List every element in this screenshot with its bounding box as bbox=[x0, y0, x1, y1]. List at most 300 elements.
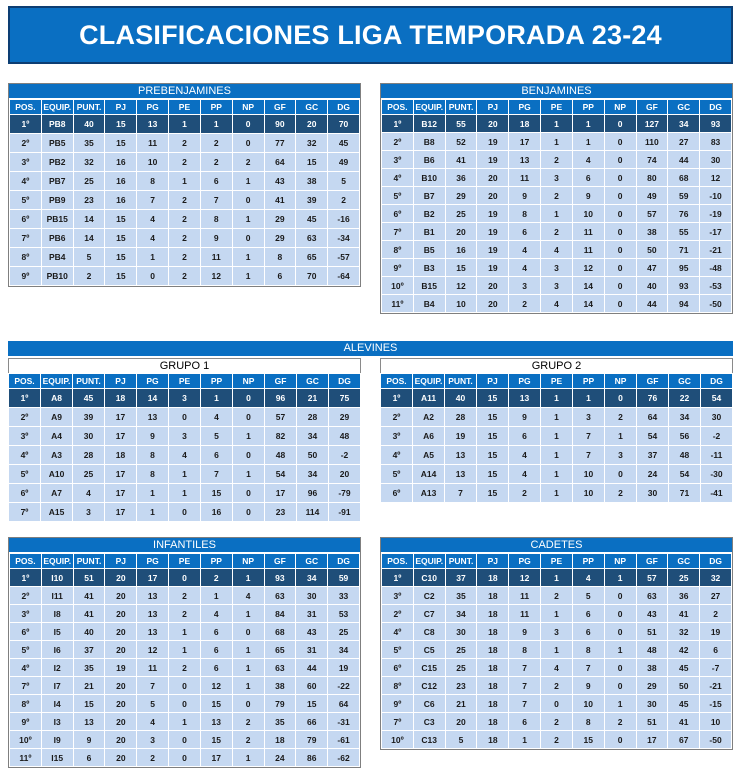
table-cell: 9 bbox=[509, 187, 541, 205]
table-cell: 20 bbox=[105, 713, 137, 731]
table-cell: 70 bbox=[328, 115, 360, 134]
page-title: CLASIFICACIONES LIGA TEMPORADA 23-24 bbox=[8, 6, 733, 64]
table-cell: 71 bbox=[668, 241, 700, 259]
table-cell: 4 bbox=[201, 408, 233, 427]
table-cell: 2 bbox=[509, 295, 541, 313]
table-cell: 10º bbox=[382, 731, 414, 749]
table-cell: 15 bbox=[73, 695, 105, 713]
table-cell: 15 bbox=[477, 446, 509, 465]
table-cell: -53 bbox=[700, 277, 732, 295]
table-cell: 74 bbox=[636, 151, 668, 169]
table-cell: C5 bbox=[413, 641, 445, 659]
table-cell: 0 bbox=[233, 484, 265, 503]
table-cell: 7 bbox=[509, 659, 541, 677]
table-cell: 6 bbox=[200, 623, 232, 641]
table-cell: 57 bbox=[636, 205, 668, 223]
table-cell: 34 bbox=[296, 569, 328, 587]
table-cell: 0 bbox=[604, 277, 636, 295]
table-cell: B4 bbox=[413, 295, 445, 313]
table-cell: -17 bbox=[700, 223, 732, 241]
table-cell: 18 bbox=[477, 731, 509, 749]
table-cell: 29 bbox=[264, 229, 296, 248]
table-cell: 63 bbox=[636, 587, 668, 605]
table-cell: B1 bbox=[413, 223, 445, 241]
table-cell: 18 bbox=[264, 731, 296, 749]
grupo1-title: GRUPO 1 bbox=[8, 358, 361, 373]
table-cell: 65 bbox=[296, 248, 328, 267]
table-cell: I6 bbox=[41, 641, 73, 659]
table-cell: 7 bbox=[572, 659, 604, 677]
table-cell: 6 bbox=[73, 749, 105, 767]
table-row bbox=[381, 465, 733, 484]
table-cell: 84 bbox=[264, 605, 296, 623]
table-cell: 93 bbox=[700, 115, 732, 133]
table-cell: 4 bbox=[169, 446, 201, 465]
table-cell: 40 bbox=[445, 389, 477, 408]
table-cell: 13 bbox=[137, 115, 169, 134]
table-cell: 6 bbox=[200, 659, 232, 677]
alevines-title: ALEVINES bbox=[8, 341, 733, 356]
table-cell: 15 bbox=[105, 229, 137, 248]
column-header: GC bbox=[297, 374, 329, 389]
column-header: NP bbox=[604, 554, 636, 569]
table-cell: 54 bbox=[265, 465, 297, 484]
table-cell: 25 bbox=[668, 569, 700, 587]
table-cell: 28 bbox=[297, 408, 329, 427]
table-cell: 11 bbox=[137, 659, 169, 677]
table-cell: 3 bbox=[137, 731, 169, 749]
table-cell: B2 bbox=[413, 205, 445, 223]
table-row bbox=[382, 623, 732, 641]
table-cell: 2 bbox=[232, 713, 264, 731]
table-cell: B3 bbox=[413, 259, 445, 277]
table-cell: 9 bbox=[200, 229, 232, 248]
column-header: DG bbox=[701, 374, 733, 389]
table-cell: 63 bbox=[264, 587, 296, 605]
table-cell: 12 bbox=[445, 277, 477, 295]
table-cell: 48 bbox=[669, 446, 701, 465]
table-row bbox=[10, 115, 360, 134]
table-row bbox=[10, 134, 360, 153]
table-cell: 34 bbox=[668, 115, 700, 133]
table-cell: 2 bbox=[169, 605, 201, 623]
table-row bbox=[10, 587, 360, 605]
column-header: GC bbox=[669, 374, 701, 389]
column-header: PP bbox=[572, 100, 604, 115]
table-cell: 59 bbox=[668, 187, 700, 205]
table-cell: A2 bbox=[413, 408, 445, 427]
column-header: GF bbox=[264, 554, 296, 569]
table-cell: 13 bbox=[509, 389, 541, 408]
table-cell: 4 bbox=[541, 659, 573, 677]
table-cell: 8 bbox=[572, 713, 604, 731]
column-header: PE bbox=[169, 374, 201, 389]
table-cell: 1 bbox=[137, 484, 169, 503]
table-cell: 33 bbox=[328, 587, 360, 605]
table-row bbox=[10, 677, 360, 695]
table-cell: 7 bbox=[137, 191, 169, 210]
table-cell: 18 bbox=[509, 115, 541, 133]
table-cell: 5º bbox=[381, 465, 413, 484]
table-cell: 2 bbox=[541, 223, 573, 241]
table-cell: 7º bbox=[9, 503, 41, 522]
table-cell: 5º bbox=[9, 465, 41, 484]
table-cell: 8 bbox=[509, 205, 541, 223]
table-cell: 30 bbox=[700, 151, 732, 169]
table-cell: 1º bbox=[10, 115, 42, 134]
table-cell: C2 bbox=[413, 587, 445, 605]
table-cell: I10 bbox=[41, 569, 73, 587]
table-cell: 90 bbox=[264, 115, 296, 134]
table-cell: 30 bbox=[636, 695, 668, 713]
table-cell: 5º bbox=[10, 641, 42, 659]
table-cell: -34 bbox=[328, 229, 360, 248]
table-cell: 0 bbox=[232, 191, 264, 210]
table-cell: 2 bbox=[137, 749, 169, 767]
alevines-grupo1-section bbox=[8, 358, 361, 522]
table-cell: 37 bbox=[445, 569, 477, 587]
table-cell: 25 bbox=[73, 465, 105, 484]
table-cell: A15 bbox=[41, 503, 73, 522]
table-cell: PB2 bbox=[41, 153, 73, 172]
table-row bbox=[381, 446, 733, 465]
table-cell: 4 bbox=[572, 569, 604, 587]
table-cell: 27 bbox=[700, 587, 732, 605]
table-cell: -22 bbox=[328, 677, 360, 695]
table-cell: 19 bbox=[477, 241, 509, 259]
table-cell: 3 bbox=[573, 408, 605, 427]
cadetes-section bbox=[380, 537, 733, 750]
table-cell: 1 bbox=[541, 408, 573, 427]
table-cell: -2 bbox=[329, 446, 361, 465]
table-cell: 7 bbox=[200, 191, 232, 210]
table-cell: 5º bbox=[10, 191, 42, 210]
table-cell: 44 bbox=[296, 659, 328, 677]
table-cell: B8 bbox=[413, 133, 445, 151]
table-cell: 34 bbox=[297, 427, 329, 446]
table-cell: 40 bbox=[636, 277, 668, 295]
table-cell: 5 bbox=[137, 695, 169, 713]
table-cell: 4 bbox=[509, 465, 541, 484]
table-cell: 10 bbox=[700, 713, 732, 731]
table-cell: 1 bbox=[233, 427, 265, 446]
table-cell: 2 bbox=[169, 248, 201, 267]
table-cell: 1 bbox=[604, 569, 636, 587]
table-cell: 7 bbox=[201, 465, 233, 484]
table-cell: 41 bbox=[668, 713, 700, 731]
table-cell: -31 bbox=[328, 713, 360, 731]
table-cell: 20 bbox=[477, 277, 509, 295]
table-cell: 1 bbox=[232, 641, 264, 659]
table-cell: 93 bbox=[264, 569, 296, 587]
table-cell: -2 bbox=[701, 427, 733, 446]
table-cell: 1 bbox=[541, 427, 573, 446]
table-cell: 15 bbox=[477, 408, 509, 427]
table-cell: 1 bbox=[232, 267, 264, 286]
table-cell: 1 bbox=[169, 172, 201, 191]
table-cell: 1 bbox=[201, 389, 233, 408]
column-header: PP bbox=[572, 554, 604, 569]
table-cell: 13 bbox=[137, 587, 169, 605]
column-header: POS. bbox=[10, 554, 42, 569]
table-row bbox=[9, 389, 361, 408]
table-cell: 2 bbox=[541, 677, 573, 695]
table-cell: 21 bbox=[445, 695, 477, 713]
table-cell: PB4 bbox=[41, 248, 73, 267]
table-cell: 9 bbox=[137, 427, 169, 446]
table-cell: A4 bbox=[41, 427, 73, 446]
table-cell: 0 bbox=[604, 259, 636, 277]
table-cell: 20 bbox=[105, 587, 137, 605]
column-header: DG bbox=[328, 554, 360, 569]
table-cell: 20 bbox=[105, 731, 137, 749]
table-cell: 80 bbox=[636, 169, 668, 187]
table-row bbox=[382, 223, 732, 241]
table-cell: 2 bbox=[169, 134, 201, 153]
column-header: PUNT. bbox=[445, 554, 477, 569]
table-row bbox=[382, 277, 732, 295]
table-cell: 11 bbox=[509, 587, 541, 605]
table-cell: 1 bbox=[232, 659, 264, 677]
table-cell: 43 bbox=[264, 172, 296, 191]
table-cell: 76 bbox=[637, 389, 669, 408]
table-cell: 5 bbox=[445, 731, 477, 749]
table-cell: 12 bbox=[509, 569, 541, 587]
table-cell: -19 bbox=[700, 205, 732, 223]
table-cell: PB9 bbox=[41, 191, 73, 210]
table-cell: -10 bbox=[700, 187, 732, 205]
table-cell: 4 bbox=[509, 259, 541, 277]
table-cell: -16 bbox=[328, 210, 360, 229]
column-header: DG bbox=[328, 100, 360, 115]
column-header: PP bbox=[200, 554, 232, 569]
table-cell: 13 bbox=[137, 408, 169, 427]
table-row bbox=[382, 295, 732, 313]
table-cell: I11 bbox=[41, 587, 73, 605]
table-cell: 0 bbox=[604, 659, 636, 677]
table-cell: 1 bbox=[200, 587, 232, 605]
table-cell: 1 bbox=[541, 484, 573, 503]
table-cell: 7º bbox=[382, 713, 414, 731]
table-cell: -62 bbox=[328, 749, 360, 767]
table-cell: 16 bbox=[201, 503, 233, 522]
table-cell: 6 bbox=[200, 172, 232, 191]
table-cell: 3 bbox=[509, 277, 541, 295]
column-header: PG bbox=[509, 374, 541, 389]
infantiles-table bbox=[9, 553, 360, 767]
table-cell: 1 bbox=[232, 749, 264, 767]
table-cell: 21 bbox=[73, 677, 105, 695]
table-cell: -11 bbox=[701, 446, 733, 465]
table-cell: 8 bbox=[572, 641, 604, 659]
table-cell: 54 bbox=[701, 389, 733, 408]
table-cell: 11 bbox=[137, 134, 169, 153]
table-cell: 32 bbox=[668, 623, 700, 641]
table-cell: 18 bbox=[477, 695, 509, 713]
table-cell: 1º bbox=[9, 389, 41, 408]
table-cell: 11 bbox=[509, 605, 541, 623]
table-cell: 7º bbox=[382, 223, 414, 241]
table-cell: I2 bbox=[41, 659, 73, 677]
column-header: POS. bbox=[382, 100, 414, 115]
table-cell: 4 bbox=[509, 446, 541, 465]
column-header: PG bbox=[137, 374, 169, 389]
table-cell: 55 bbox=[445, 115, 477, 133]
table-cell: 25 bbox=[445, 659, 477, 677]
table-row bbox=[10, 695, 360, 713]
table-cell: 35 bbox=[73, 659, 105, 677]
table-cell: 10 bbox=[572, 695, 604, 713]
column-header: GF bbox=[637, 374, 669, 389]
table-cell: 1 bbox=[232, 210, 264, 229]
table-cell: 17 bbox=[105, 408, 137, 427]
table-header bbox=[10, 554, 360, 569]
table-cell: PB6 bbox=[41, 229, 73, 248]
table-cell: 70 bbox=[296, 267, 328, 286]
table-cell: 7º bbox=[10, 229, 42, 248]
table-cell: 3º bbox=[381, 427, 413, 446]
table-cell: 15 bbox=[296, 695, 328, 713]
table-cell: 49 bbox=[636, 187, 668, 205]
table-row bbox=[10, 210, 360, 229]
table-cell: 15 bbox=[296, 153, 328, 172]
table-cell: 38 bbox=[296, 172, 328, 191]
table-cell: 2 bbox=[73, 267, 105, 286]
table-row bbox=[10, 248, 360, 267]
table-cell: I5 bbox=[41, 623, 73, 641]
table-cell: 64 bbox=[264, 153, 296, 172]
table-cell: 8 bbox=[137, 465, 169, 484]
table-cell: 24 bbox=[264, 749, 296, 767]
table-cell: 17 bbox=[105, 427, 137, 446]
table-cell: 0 bbox=[232, 229, 264, 248]
table-cell: 2 bbox=[232, 731, 264, 749]
table-cell: 13 bbox=[137, 623, 169, 641]
prebenjamines-title: PREBENJAMINES bbox=[9, 84, 360, 99]
table-cell: -91 bbox=[329, 503, 361, 522]
table-cell: 32 bbox=[700, 569, 732, 587]
table-cell: 30 bbox=[73, 427, 105, 446]
table-cell: 2 bbox=[169, 659, 201, 677]
grupo2-title: GRUPO 2 bbox=[380, 358, 733, 373]
column-header: PP bbox=[200, 100, 232, 115]
grupo2-table bbox=[380, 373, 733, 503]
table-cell: 37 bbox=[637, 446, 669, 465]
table-cell: 25 bbox=[445, 205, 477, 223]
table-cell: 18 bbox=[477, 587, 509, 605]
column-header: DG bbox=[329, 374, 361, 389]
table-header bbox=[9, 374, 361, 389]
table-cell: 110 bbox=[636, 133, 668, 151]
table-cell: 3 bbox=[605, 446, 637, 465]
table-cell: 0 bbox=[604, 205, 636, 223]
table-cell: 60 bbox=[296, 677, 328, 695]
table-cell: 3 bbox=[541, 169, 573, 187]
table-cell: 2º bbox=[10, 587, 42, 605]
column-header: PG bbox=[137, 100, 169, 115]
infantiles-section bbox=[8, 537, 361, 768]
table-cell: 11 bbox=[200, 248, 232, 267]
table-cell: 0 bbox=[169, 503, 201, 522]
table-row bbox=[382, 695, 732, 713]
table-cell: 55 bbox=[668, 223, 700, 241]
table-cell: 19 bbox=[477, 151, 509, 169]
table-cell: 9 bbox=[509, 408, 541, 427]
benjamines-section bbox=[380, 83, 733, 314]
table-row bbox=[10, 191, 360, 210]
table-cell: 1 bbox=[169, 623, 201, 641]
table-cell: 77 bbox=[264, 134, 296, 153]
table-cell: B15 bbox=[413, 277, 445, 295]
table-cell: 45 bbox=[328, 134, 360, 153]
table-cell: 0 bbox=[169, 677, 201, 695]
column-header: PJ bbox=[477, 100, 509, 115]
table-cell: 39 bbox=[296, 191, 328, 210]
table-cell: 3º bbox=[10, 605, 42, 623]
table-cell: 1 bbox=[509, 731, 541, 749]
table-cell: 27 bbox=[668, 133, 700, 151]
table-cell: 45 bbox=[668, 659, 700, 677]
table-cell: 5º bbox=[382, 187, 414, 205]
table-cell: 42 bbox=[668, 641, 700, 659]
table-cell: 1 bbox=[232, 605, 264, 623]
column-header: PG bbox=[509, 554, 541, 569]
table-cell: 6 bbox=[264, 267, 296, 286]
table-cell: 9º bbox=[382, 259, 414, 277]
table-cell: 19 bbox=[700, 623, 732, 641]
column-header: PUNT. bbox=[73, 100, 105, 115]
table-row bbox=[382, 605, 732, 623]
table-cell: 59 bbox=[328, 569, 360, 587]
column-header: PUNT. bbox=[73, 554, 105, 569]
table-cell: -79 bbox=[329, 484, 361, 503]
table-cell: 32 bbox=[73, 153, 105, 172]
table-cell: 8 bbox=[200, 210, 232, 229]
table-cell: 41 bbox=[264, 191, 296, 210]
table-cell: 0 bbox=[604, 241, 636, 259]
table-cell: 1 bbox=[200, 115, 232, 134]
table-cell: 2 bbox=[328, 191, 360, 210]
column-header: PUNT. bbox=[73, 374, 105, 389]
table-row bbox=[382, 731, 732, 749]
table-cell: 1 bbox=[572, 115, 604, 133]
column-header: PE bbox=[169, 554, 201, 569]
table-cell: 12 bbox=[200, 267, 232, 286]
table-cell: 13 bbox=[445, 446, 477, 465]
table-cell: 67 bbox=[668, 731, 700, 749]
table-row bbox=[10, 623, 360, 641]
table-cell: 82 bbox=[265, 427, 297, 446]
table-cell: 18 bbox=[477, 677, 509, 695]
table-header bbox=[10, 100, 360, 115]
table-cell: 8º bbox=[10, 695, 42, 713]
table-cell: 12 bbox=[700, 169, 732, 187]
table-row bbox=[382, 241, 732, 259]
table-row bbox=[381, 427, 733, 446]
table-cell: 1 bbox=[137, 248, 169, 267]
table-cell: 3º bbox=[382, 587, 414, 605]
table-header bbox=[382, 554, 732, 569]
table-cell: 66 bbox=[296, 713, 328, 731]
table-row bbox=[10, 267, 360, 286]
table-cell: 10º bbox=[382, 277, 414, 295]
table-row bbox=[10, 153, 360, 172]
column-header: PUNT. bbox=[445, 100, 477, 115]
table-cell: 94 bbox=[668, 295, 700, 313]
table-cell: PB15 bbox=[41, 210, 73, 229]
table-cell: 1º bbox=[382, 115, 414, 133]
table-row bbox=[381, 389, 733, 408]
